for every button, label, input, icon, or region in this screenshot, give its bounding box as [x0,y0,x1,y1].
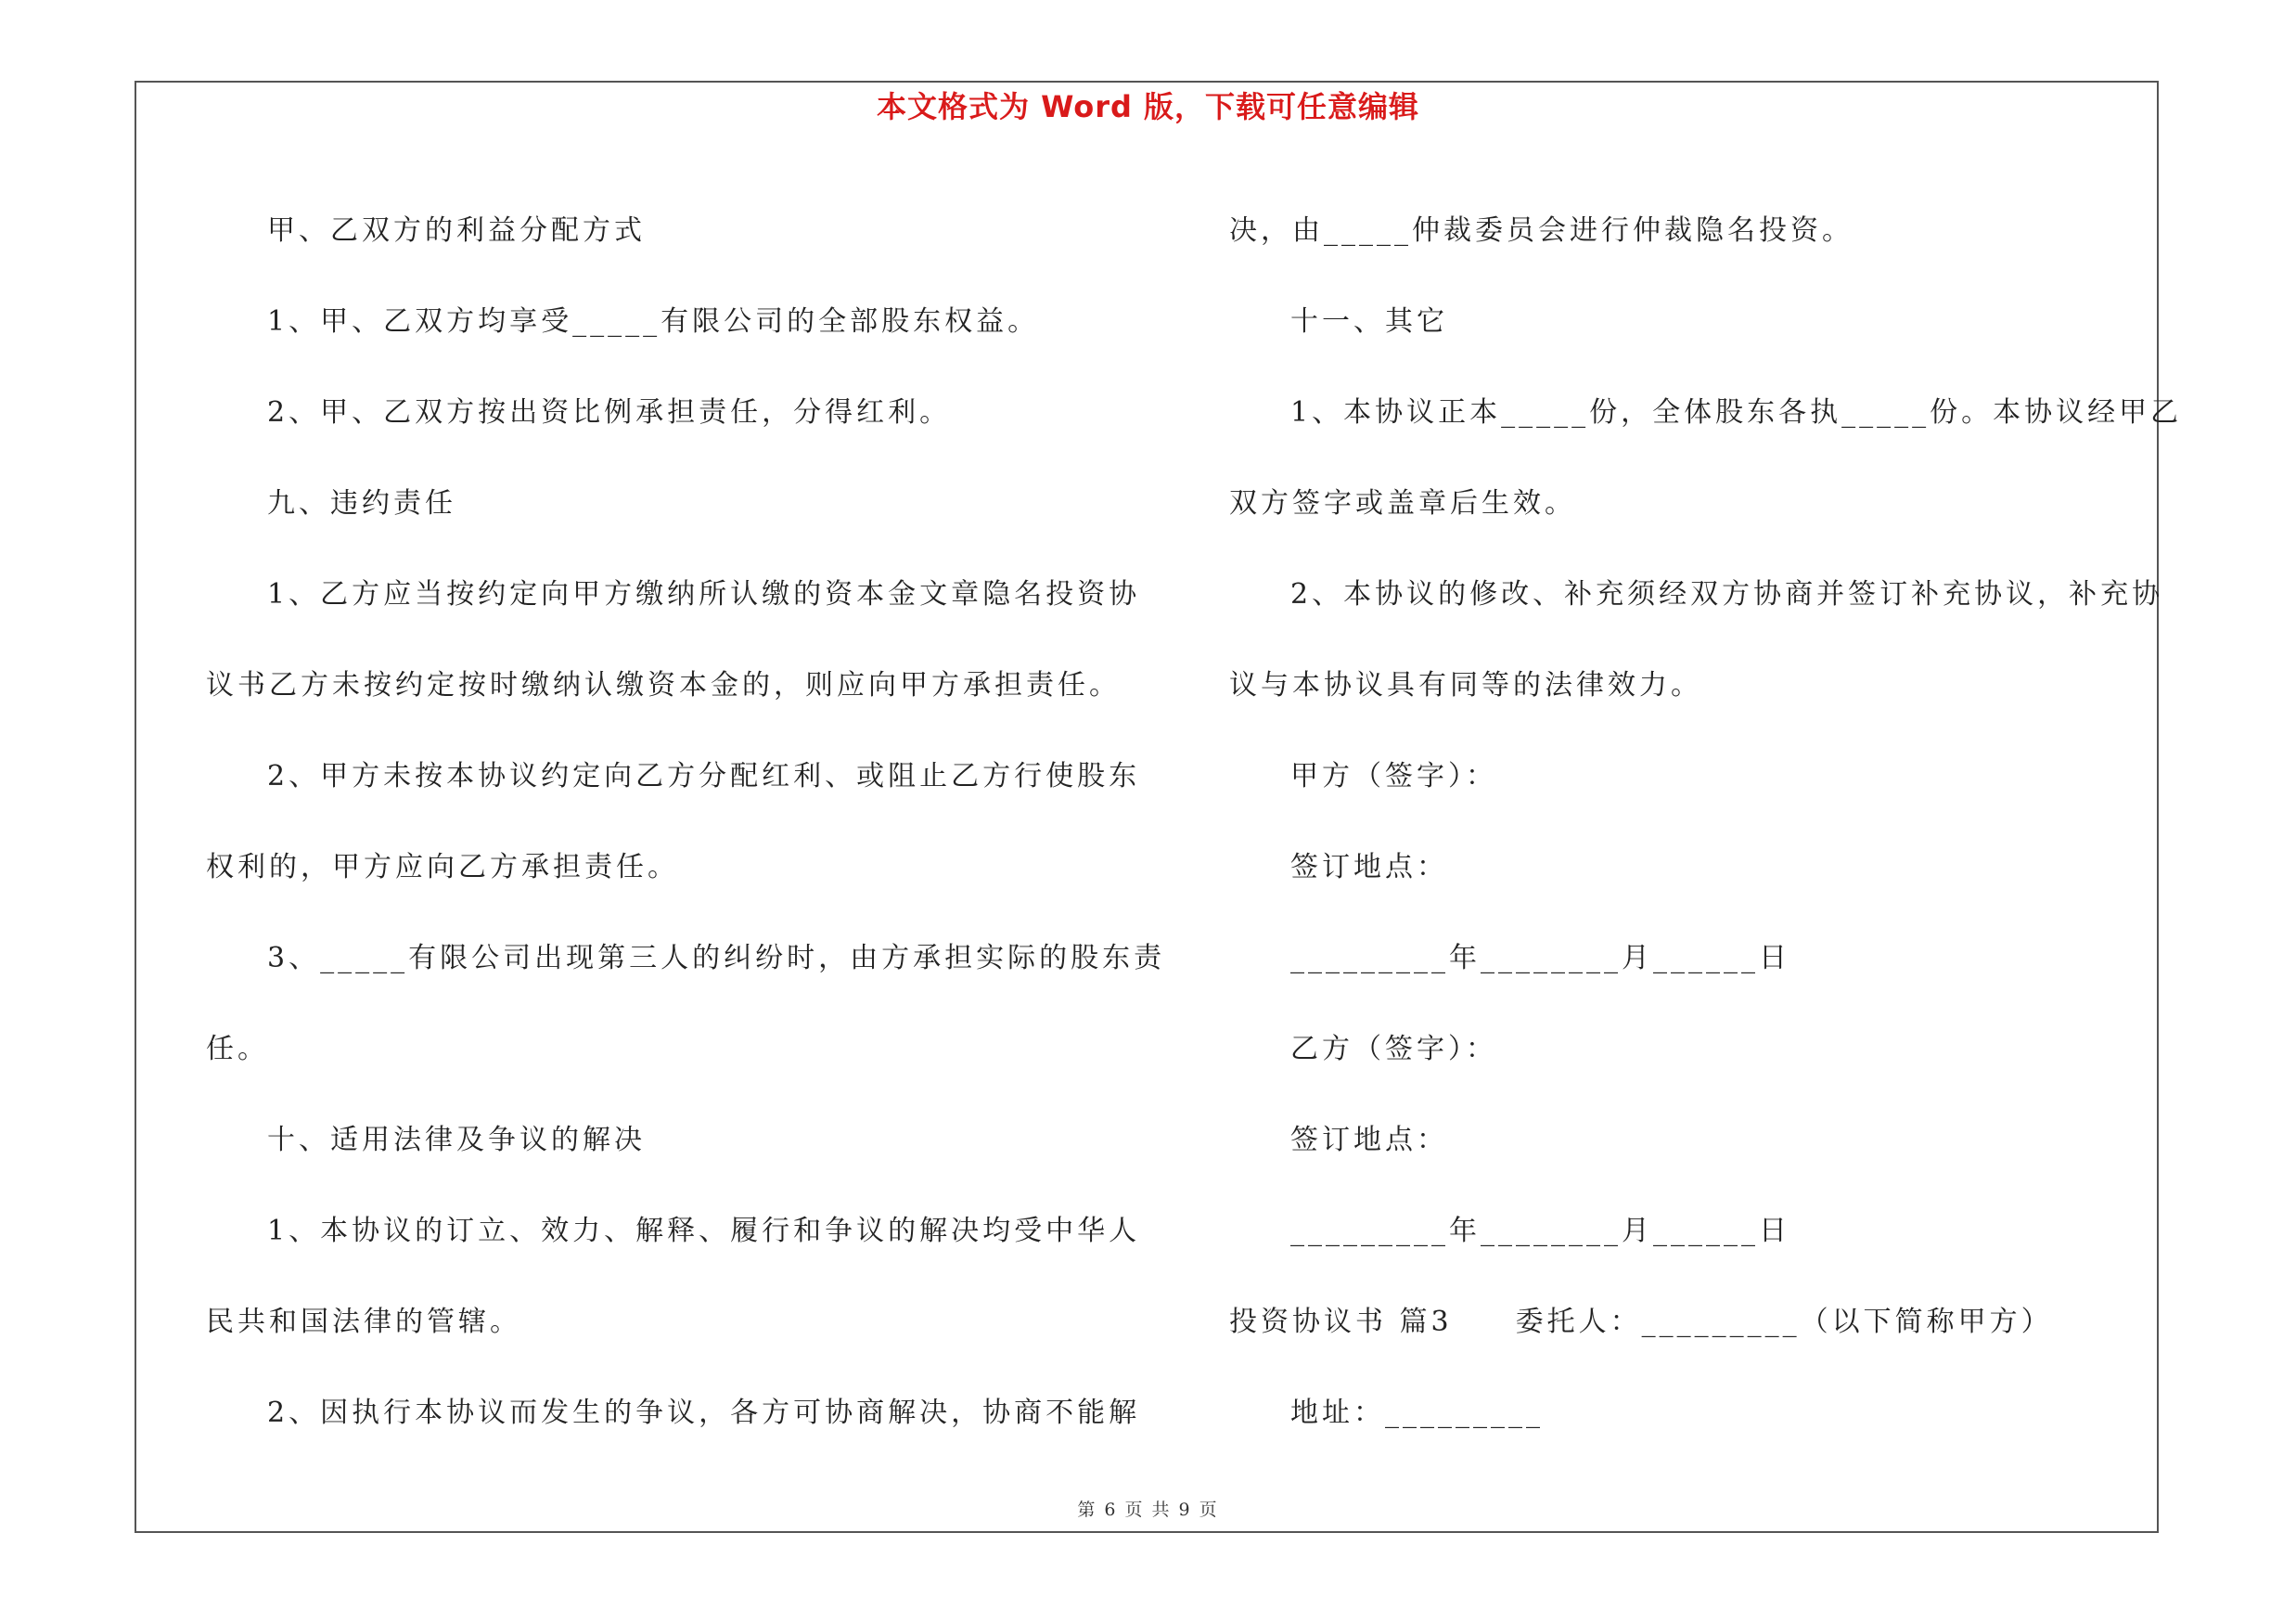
right-para-12: _________年________月______日 [1290,1215,1790,1247]
word-format-banner: 本文格式为 Word 版，下载可任意编辑 [876,89,1420,124]
right-column [1229,186,2183,1459]
left-para-10: 任。 [206,1033,269,1065]
left-para-8: 权利的，甲方应向乙方承担责任。 [206,851,679,883]
left-para-12: 1、本协议的订立、效力、解释、履行和争议的解决均受中华人 [267,1215,1141,1247]
left-para-13: 民共和国法律的管辖。 [206,1306,521,1338]
right-para-8: 签订地点： [1290,851,1448,883]
left-para-7: 2、甲方未按本协议约定向乙方分配红利、或阻止乙方行使股东 [267,760,1141,792]
right-para-6: 议与本协议具有同等的法律效力。 [1229,669,1702,702]
right-para-5: 2、本协议的修改、补充须经双方协商并签订补充协议，补充协 [1290,578,2164,611]
right-para-4: 双方签字或盖章后生效。 [1229,487,1576,520]
left-column [206,186,1166,1459]
right-para-14: 地址：_________ [1290,1397,1544,1429]
left-para-1: 甲、乙双方的利益分配方式 [267,214,646,247]
right-para-10: 乙方（签字）： [1290,1033,1497,1065]
right-para-13: 投资协议书 篇3 委托人：_________（以下简称甲方） [1229,1306,2053,1338]
left-para-14: 2、因执行本协议而发生的争议，各方可协商解决，协商不能解 [267,1397,1141,1429]
right-para-11: 签订地点： [1290,1124,1448,1156]
page-number-footer: 第 6 页 共 9 页 [1077,1500,1219,1520]
left-para-3: 2、甲、乙双方按出资比例承担责任，分得红利。 [267,396,952,429]
left-para-6: 议书乙方未按约定按时缴纳认缴资本金的，则应向甲方承担责任。 [206,669,1121,702]
left-para-5: 1、乙方应当按约定向甲方缴纳所认缴的资本金文章隐名投资协 [267,578,1141,611]
left-para-4: 九、违约责任 [267,487,456,520]
left-para-11: 十、适用法律及争议的解决 [267,1124,646,1156]
left-para-9: 3、_____有限公司出现第三人的纠纷时，由方承担实际的股东责 [267,942,1166,974]
left-para-2: 1、甲、乙双方均享受_____有限公司的全部股东权益。 [267,305,1040,338]
right-para-2: 十一、其它 [1290,305,1448,338]
right-para-1: 决，由_____仲裁委员会进行仲裁隐名投资。 [1229,214,1853,247]
right-para-3: 1、本协议正本_____份，全体股东各执_____份。本协议经甲乙 [1290,396,2183,429]
right-para-9: _________年________月______日 [1290,942,1790,974]
right-para-7: 甲方（签字）： [1290,760,1497,792]
